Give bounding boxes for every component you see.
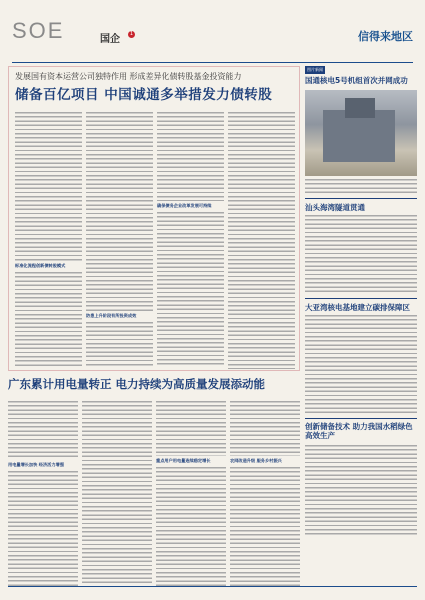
- news-photo: [305, 90, 417, 176]
- body-text: [156, 400, 226, 456]
- body-text: [305, 314, 417, 414]
- section-title: 国企: [100, 34, 120, 45]
- story-headline: 汕头海湾隧道贯通: [305, 203, 365, 212]
- soe-logo: SOE: [12, 18, 65, 43]
- body-text: [228, 111, 295, 369]
- body-text: [15, 111, 82, 261]
- bottom-subhead: 重点用户用电量连续稳定增长: [156, 458, 211, 463]
- body-text: [230, 466, 300, 586]
- lead-headline: 储备百亿项目 中国诚通多举措发力债转股: [15, 87, 273, 103]
- body-text: [8, 400, 78, 460]
- body-text: [230, 400, 300, 456]
- lead-body: [15, 111, 295, 369]
- section-badge: 1: [129, 31, 134, 37]
- bottom-subhead: 用电量增长加快 经济活力增强: [8, 462, 64, 467]
- header-rule: [12, 62, 413, 63]
- body-text: [82, 400, 152, 586]
- body-text: [305, 214, 417, 294]
- body-text: [8, 470, 78, 586]
- brand-logo: 信得来地区: [358, 30, 413, 43]
- bottom-headline: 广东累计用电量转正 电力持续为高质量发展添动能: [8, 377, 266, 391]
- story-headline: 大亚湾核电基地建立碳排保障区: [305, 303, 410, 312]
- lead-subhead: 标准化流程创新债转股模式: [15, 263, 66, 268]
- bottom-subhead: 农网改造升级 服务乡村振兴: [230, 458, 282, 463]
- right-column: [305, 66, 417, 536]
- photo-caption: [305, 178, 417, 194]
- body-text: [86, 111, 153, 311]
- lead-story: [8, 66, 300, 371]
- body-text: [157, 211, 224, 367]
- story-headline: 国通核电5号机组首次并网成功: [305, 76, 408, 85]
- body-text: [156, 466, 226, 586]
- masthead: [12, 18, 413, 62]
- bottom-story: [8, 376, 300, 586]
- page-footer: [8, 586, 417, 596]
- lead-kicker: 发展国有资本运营公司独特作用 形成差异化债转股基金投资能力: [15, 72, 242, 81]
- body-text: [86, 321, 153, 367]
- body-text: [157, 111, 224, 201]
- bottom-body: [8, 400, 300, 586]
- photo-news-tag: 图片新闻: [307, 67, 323, 72]
- body-text: [305, 444, 417, 536]
- body-text: [15, 271, 82, 367]
- lead-subhead: 防患上升阶段有所投资成效: [86, 313, 137, 318]
- lead-subhead: 确保债务企业改革发展可持续: [157, 203, 212, 208]
- story-headline: 创新储备技术 助力我国水稻绿色高效生产: [305, 422, 413, 440]
